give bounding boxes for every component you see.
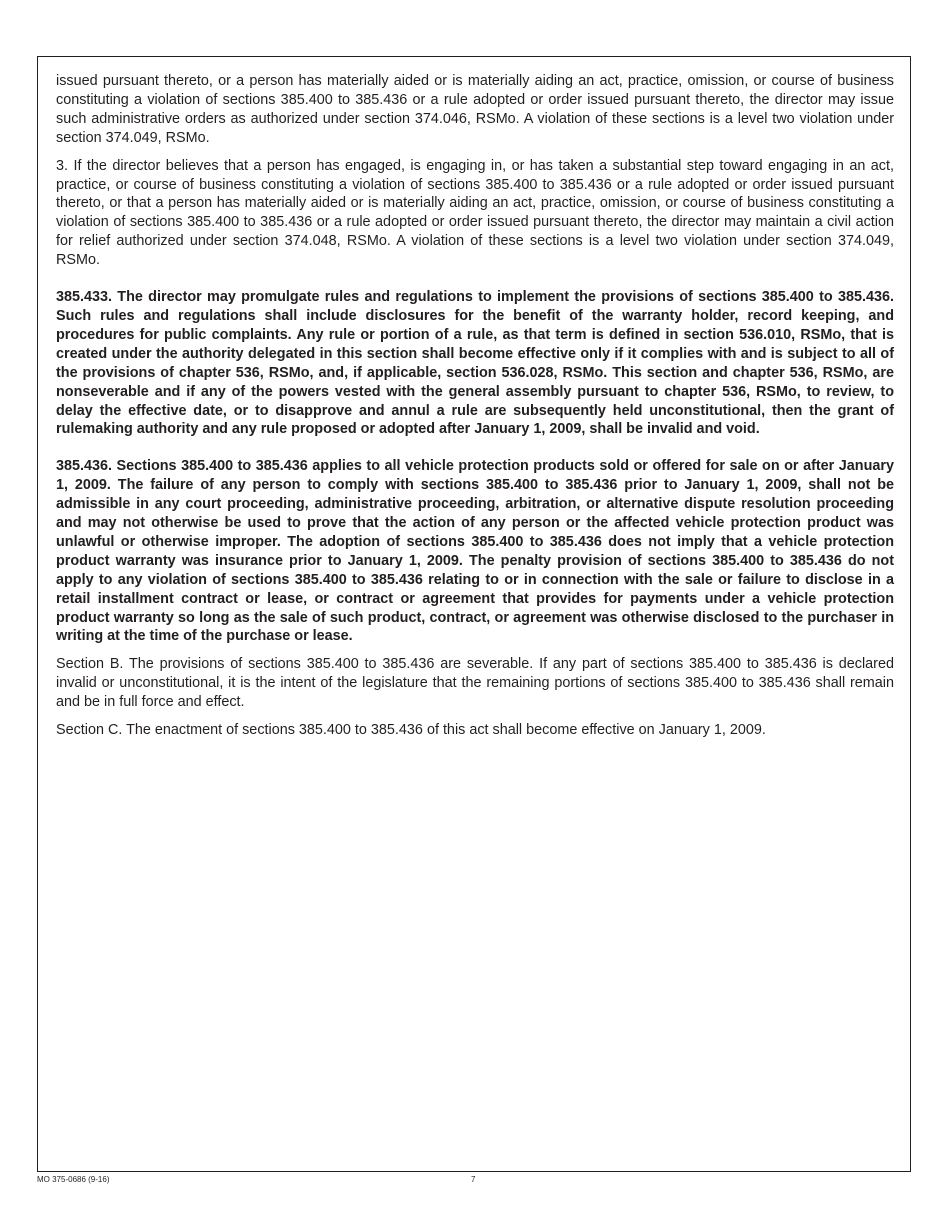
document-body	[56, 72, 894, 740]
section-b: Section B. The provisions of sections 385.400 to 385.436 are severable. If any part of sections 385.400 to 385.436 is declared invalid or unconstitutional, it is the intent of the legislature that the remaining portions of sections 385.400 to 385.436 shall remain and be in full force and effect.	[56, 656, 894, 711]
page-number: 7	[471, 1175, 476, 1184]
form-number: MO 375-0686 (9-16)	[37, 1175, 110, 1184]
page-frame	[37, 56, 911, 1172]
paragraph-continuation: issued pursuant thereto, or a person has materially aided or is materially aiding an act, practice, omission, or course of business constituting a violation of sections 385.400 to 385.436 or a rule adopted or order issued pursuant thereto, the director may issue such administrative orders as authorized under section 374.046, RSMo. A violation of these sections is a level two violation under section 374.049, RSMo.	[56, 73, 894, 146]
section-385-433: 385.433. The director may promulgate rules and regulations to implement the provisions of sections 385.400 to 385.436. Such rules and regulations shall include disclosures for the benefit of the warranty holder, record keeping, and procedures for public complaints. Any rule or portion of a rule, as that term is defined in section 536.010, RSMo, that is created under the authority delegated in this section shall become effective only if it complies with and is subject to all of the provisions of chapter 536, RSMo, and, if applicable, section 536.028, RSMo. This section and chapter 536, RSMo, are nonseverable and if any of the powers vested with the general assembly pursuant to chapter 536, RSMo, to review, to delay the effective date, or to disapprove and annul a rule are subsequently held unconstitutional, then the grant of rulemaking authority and any rule proposed or adopted after January 1, 2009, shall be invalid and void.	[56, 289, 894, 438]
section-c: Section C. The enactment of sections 385.400 to 385.436 of this act shall become effective on January 1, 2009.	[56, 722, 766, 739]
section-385-436: 385.436. Sections 385.400 to 385.436 applies to all vehicle protection products sold or offered for sale on or after January 1, 2009. The failure of any person to comply with sections 385.400 to 385.436 prior to January 1, 2009, shall not be admissible in any court proceeding, administrative proceeding, arbitration, or alternative dispute resolution proceeding and may not otherwise be used to prove that the action of any person or the affected vehicle protection product was unlawful or otherwise improper. The adoption of sections 385.400 to 385.436 does not imply that a vehicle protection product warranty was insurance prior to January 1, 2009. The penalty provision of sections 385.400 to 385.436 do not apply to any violation of sections 385.400 to 385.436 relating to or in connection with the sale or failure to disclose in a retail installment contract or lease, or contract or agreement that provides for payments under a vehicle protection product warranty so long as the sale of such product, contract, or agreement was otherwise disclosed to the purchaser in writing at the time of the purchase or lease.	[56, 458, 894, 645]
paragraph-subsection-3: 3. If the director believes that a person has engaged, is engaging in, or has taken a substantial step toward engaging in an act, practice, or course of business constituting a violation of sections 385.400 to 385.436 or a rule adopted or order issued pursuant thereto, or that a person has materially aided or is materially aiding an act, practice, omission, or course of business constituting a violation of sections 385.400 to 385.436 or a rule adopted or order issued pursuant thereto, the director may maintain a civil action for relief authorized under section 374.048, RSMo. A violation of these sections is a level two violation under section 374.049, RSMo.	[56, 157, 894, 269]
